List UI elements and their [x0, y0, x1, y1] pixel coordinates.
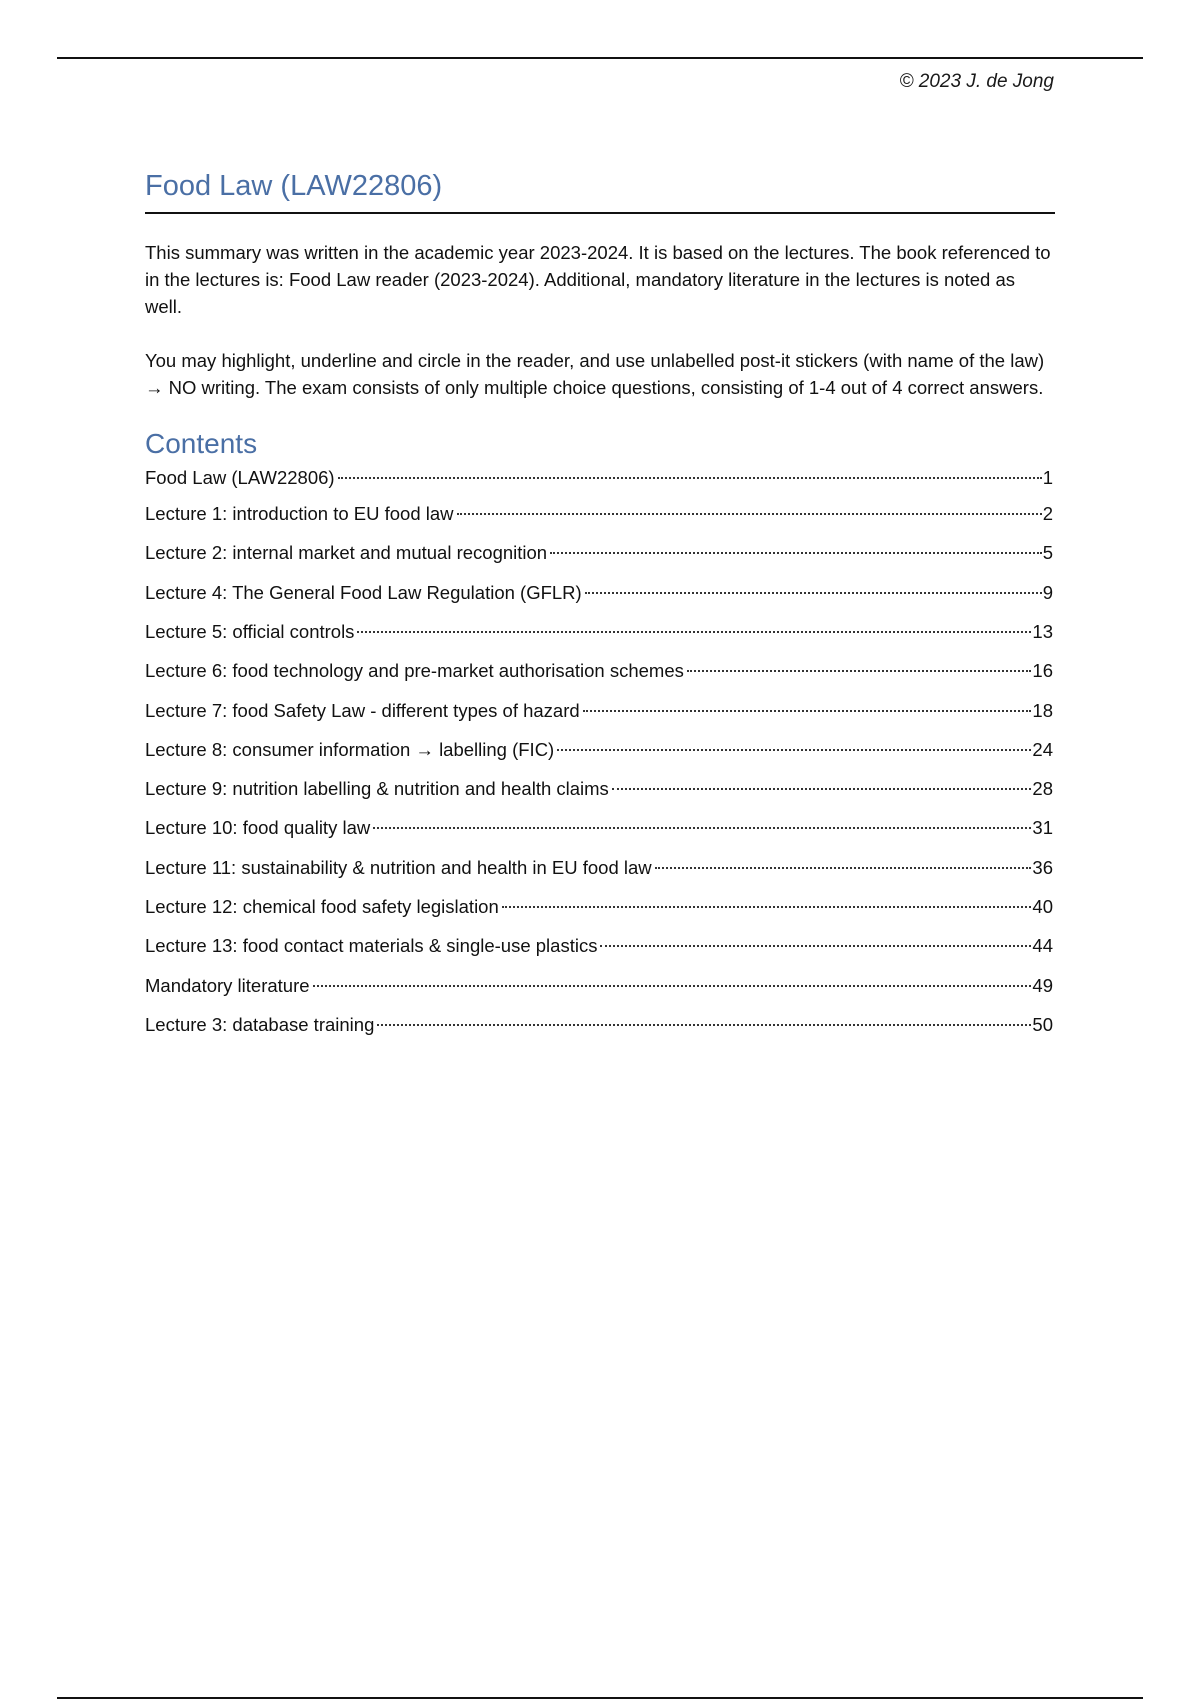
toc-entry-page: 28: [1032, 778, 1053, 800]
document-title: Food Law (LAW22806): [145, 168, 1055, 214]
toc-entry-title: Lecture 13: food contact materials & single-use plastics: [145, 935, 598, 957]
toc-entry-page: 49: [1032, 974, 1053, 996]
toc-entry-page: 50: [1032, 1013, 1053, 1035]
toc-entry-title: Lecture 6: food technology and pre-market authorisation schemes: [145, 660, 684, 682]
toc-entry-title: Lecture 3: database training: [145, 1013, 375, 1035]
toc-leader-dots: [313, 985, 1032, 987]
toc-entry[interactable]: [145, 539, 1053, 578]
footer-rule: [57, 1697, 1143, 1699]
toc-leader-dots: [612, 788, 1032, 790]
toc-leader-dots: [502, 906, 1032, 908]
toc-entry-title: Lecture 10: food quality law: [145, 817, 371, 839]
toc-leader-dots: [585, 592, 1042, 594]
toc-leader-dots: [655, 867, 1032, 869]
toc-leader-dots: [338, 477, 1042, 479]
copyright-notice: © 2023 J. de Jong: [899, 71, 1054, 92]
toc-leader-dots: [600, 945, 1031, 947]
header-rule: [57, 57, 1143, 59]
toc-leader-dots: [557, 749, 1031, 751]
toc-entry[interactable]: [145, 775, 1053, 814]
toc-leader-dots: [357, 631, 1031, 633]
toc-entry-title: Lecture 9: nutrition labelling & nutrition and health claims: [145, 778, 609, 800]
toc-entry-page: 18: [1032, 699, 1053, 721]
toc-entry-title: Mandatory literature: [145, 974, 310, 996]
toc-leader-dots: [687, 670, 1032, 672]
toc-entry-page: 2: [1042, 503, 1053, 525]
toc-entry-page: 36: [1032, 856, 1053, 878]
toc-entry-page: 31: [1032, 817, 1053, 839]
toc-entry-page: 9: [1042, 581, 1053, 603]
toc-entry[interactable]: [145, 814, 1053, 853]
toc-entry-title: Lecture 1: introduction to EU food law: [145, 503, 454, 525]
toc-entry[interactable]: [145, 854, 1053, 893]
contents-heading: Contents: [145, 427, 258, 459]
toc-entry-page: 40: [1032, 896, 1053, 918]
toc-entry-title: Lecture 12: chemical food safety legislation: [145, 896, 499, 918]
exam-rules-paragraph: You may highlight, underline and circle in the reader, and use unlabelled post-it stickers (with name of the law) → NO writing. The exam consists of only multiple choice questions, consisting of 1-4 out of 4 correct answers.: [145, 349, 1045, 398]
toc-entry[interactable]: [145, 893, 1053, 932]
toc-entry[interactable]: [145, 697, 1053, 736]
toc-entry-page: 13: [1032, 620, 1053, 642]
toc-entry-title: Lecture 4: The General Food Law Regulation (GFLR): [145, 581, 582, 603]
toc-entry[interactable]: [145, 932, 1053, 971]
toc-entry[interactable]: [145, 736, 1053, 775]
toc-entry-page: 24: [1032, 738, 1053, 760]
toc-leader-dots: [583, 710, 1032, 712]
toc-entry-page: 16: [1032, 660, 1053, 682]
toc-entry-title: Lecture 8: consumer information → labelling (FIC): [145, 738, 555, 760]
toc-entry[interactable]: [145, 972, 1053, 1011]
toc-entry-title: Lecture 2: internal market and mutual recognition: [145, 542, 548, 564]
toc-leader-dots: [377, 1024, 1031, 1026]
toc-entry-page: 5: [1042, 542, 1053, 564]
document-body: [145, 168, 1055, 1050]
toc-leader-dots: [373, 827, 1031, 829]
toc-entry-page: 1: [1042, 467, 1053, 489]
toc-entry[interactable]: [145, 500, 1053, 539]
intro-paragraph: This summary was written in the academic year 2023-2024. It is based on the lectures. The book referenced to in the lectures is: Food Law reader (2023-2024). Additional, mandatory literature in the lectures is noted as well.: [145, 241, 1051, 317]
toc-entry[interactable]: [145, 1011, 1053, 1050]
toc-entry[interactable]: [145, 657, 1053, 696]
toc-entry-title: Food Law (LAW22806): [145, 467, 335, 489]
toc-leader-dots: [550, 552, 1042, 554]
toc-entry-page: 44: [1032, 935, 1053, 957]
toc-entry-title: Lecture 11: sustainability & nutrition and health in EU food law: [145, 856, 652, 878]
toc-entry[interactable]: [145, 579, 1053, 618]
toc-entry[interactable]: [145, 618, 1053, 657]
toc-leader-dots: [457, 513, 1042, 515]
toc-entry-title: Lecture 5: official controls: [145, 620, 355, 642]
toc-entry-title: Lecture 7: food Safety Law - different types of hazard: [145, 699, 580, 721]
toc-entry[interactable]: [145, 464, 1053, 500]
table-of-contents: [145, 464, 1053, 1050]
